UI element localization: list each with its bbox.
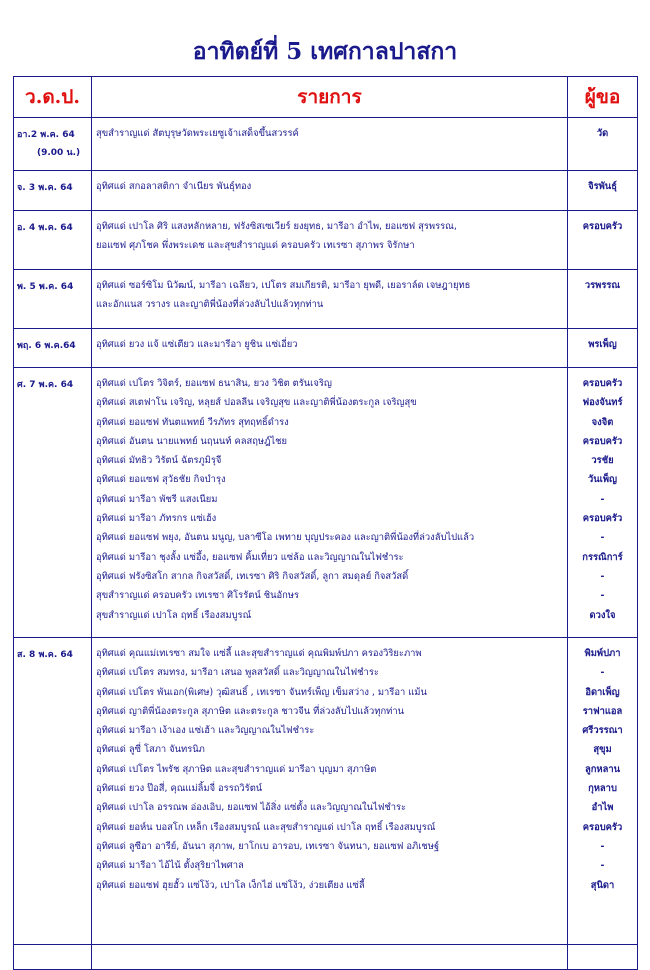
date-cell xyxy=(14,270,92,329)
requester-name: - xyxy=(600,590,605,602)
date-cell xyxy=(14,329,92,368)
requester-name: - xyxy=(600,570,605,582)
date-cell xyxy=(14,171,92,211)
date-cell xyxy=(14,368,92,638)
date-cell xyxy=(14,118,92,171)
intention-line: อุทิศแด่ เปโตร สมทรง, มารีอา เสนอ พูลสวัสดิ์ และวิญญาณในไฟชำระ xyxy=(96,667,379,679)
page-title: อาทิตย์ที่ 5 เทศกาลปาสกา xyxy=(192,38,458,65)
intention-line: อุทิศแด่ สเตฟาโน เจริญ, หลุยส์ ปอลลีน เจริญสุข และญาติพี่น้องตระกูล เจริญสุข xyxy=(96,397,417,409)
table-row xyxy=(14,118,638,171)
requester-name: วันเพ็ญ xyxy=(587,474,618,486)
date-text: อา.2 พ.ค. 64 xyxy=(17,130,75,140)
requester-name: ลูกหลาน xyxy=(584,763,621,775)
empty-table-row xyxy=(14,945,638,970)
requester-cell xyxy=(568,638,638,945)
intention-line: อุทิศแด่ มารีอา เง้าเอง แซ่เฮ้า และวิญญาณในไฟชำระ xyxy=(96,725,315,737)
table-row xyxy=(14,329,638,368)
requester-name: พิมพ์ปภา xyxy=(584,648,621,659)
intention-line: อุทิศแด่ ญาติพี่น้องตระกูล สุภาษิต และตระกูล ชาวจีน ที่ล่วงลับไปแล้วทุกท่าน xyxy=(96,705,405,717)
intention-line: อุทิศแด่ อันตน นายแพทย์ นฤนนท์ คลสฤษฎ์ไชย xyxy=(96,435,287,447)
requester-name: พรเพ็ญ xyxy=(588,339,617,350)
intention-line: อุทิศแด่ เปโตร ไพรัช สุภาษิต และสุขสำราญแด่ มารีอา บุญมา สุภาษิต xyxy=(96,763,377,775)
date-time-text: (9.00 น.) xyxy=(37,148,81,158)
intention-line: อุทิศแด่ ยอแซฟ พยุง, อันตน มนูญ, บลาซีโอ เพทาย บุญประคอง และญาติพี่น้องที่ล่วงลับไปแล้ว xyxy=(96,532,475,544)
requester-name: ฟองจันทร์ xyxy=(582,397,623,409)
intention-line: อุทิศแด่ เปโตร วิจิตร์, ยอแซฟ ธนาสิน, ยวง วิชิต ตรันเจริญ xyxy=(96,378,332,389)
requester-cell xyxy=(568,118,638,171)
table-row xyxy=(14,270,638,329)
requester-cell xyxy=(568,171,638,211)
intention-line: อุทิศแด่ ฟรังซิสโก สากล กิจสวัสดิ์, เทเรซา ศิริ กิจสวัสดิ์, ลูกา สมดุลย์ กิจสวัสดิ์ xyxy=(96,570,409,582)
items-cell xyxy=(92,329,568,368)
requester-name: วรพรรณ xyxy=(584,280,621,291)
intention-line: อุทิศแด่ สกอลาสติกา จำเนียร พันธุ์ทอง xyxy=(96,181,252,192)
requester-name: - xyxy=(600,860,605,872)
requester-name: วรชัย xyxy=(591,455,614,467)
requester-name: ราฟาแอล xyxy=(582,705,623,717)
header-requester: ผู้ขอ xyxy=(568,77,638,118)
intention-line: ยอแซฟ ศุภโชค พึ่งพระเดช และสุขสำราญแด่ ครอบครัว เทเรซา สุภาพร จิรักษา xyxy=(96,240,415,252)
requester-name: วัด xyxy=(596,128,609,139)
date-text: ส. 8 พ.ค. 64 xyxy=(17,650,73,660)
requester-name: - xyxy=(600,493,605,505)
empty-cell xyxy=(92,945,568,970)
table-row xyxy=(14,638,638,945)
requester-name: ศรีวรรณา xyxy=(582,725,623,737)
intention-line: อุทิศแด่ เปโตร พันเอก(พิเศษ) วุฒิสนธิ์ , เทเรซา จันทร์เพ็ญ เข็มสว่าง , มารีอา แม้น xyxy=(96,686,427,698)
intention-line: อุทิศแด่ มารีอา ชุงลั้ง แซ่อึ้ง, ยอแซฟ คิ้มเที่ยว แซ่ล้อ และวิญญาณในไฟชำระ xyxy=(96,551,404,563)
table-row xyxy=(14,211,638,270)
intention-line: อุทิศแด่ มารีอา ไอ้ไน้ ตั้งสุริยาไพศาล xyxy=(96,860,244,872)
intention-line: สุขสำราญแด่ เปาโล ฤทธิ์ เรืองสมบูรณ์ xyxy=(96,609,252,621)
requester-name: ครอบครัว xyxy=(582,378,623,389)
requester-name: จิรพันธุ์ xyxy=(588,181,617,192)
empty-cell xyxy=(14,945,92,970)
table-header-row xyxy=(14,77,638,118)
intention-line: อุทิศแด่ มัทธิว วิรัตน์ ฉัตรภูมิรุจี xyxy=(96,455,222,467)
intention-line: อุทิศแด่ ยวง แจ้ แซ่เตียว และมารีอา ยูชิน แซ่เอี่ยว xyxy=(96,339,298,350)
intention-line: อุทิศแด่ ยวง ป๊อสี่, คุณแม่ลิ้มจี่ อรรถวิรัตน์ xyxy=(96,783,263,795)
requester-name: สุนิดา xyxy=(590,879,615,891)
requester-cell xyxy=(568,368,638,638)
requester-name: กรรณิการ์ xyxy=(582,551,623,563)
requester-name: อิดาเพ็ญ xyxy=(585,686,620,698)
intention-line: อุทิศแด่ ยอแซฟ ฮุยฮั้ว แซ่โง้ว, เปาโล เง็กไฮ่ แซ่โง้ว, ง่วยเตียง แซ่ลี้ xyxy=(96,879,365,891)
intention-line: อุทิศแด่ ยอห์น บอสโก เหล็ก เรืองสมบูรณ์ และสุขสำราญแด่ เปาโล ฤทธิ์ เรืองสมบูรณ์ xyxy=(96,821,436,833)
requester-name: - xyxy=(600,840,605,852)
requester-name: กุหลาบ xyxy=(588,783,617,795)
items-cell xyxy=(92,118,568,171)
date-text: พฤ. 6 พ.ค.64 xyxy=(17,341,76,351)
table-row xyxy=(14,171,638,211)
items-cell xyxy=(92,171,568,211)
intention-line: อุทิศแด่ เปาโล ศิริ แสงหลักหลาย, ฟรังซิสเซเวียร์ ยงยุทธ, มารีอา อำไพ, ยอแซฟ สุรพรรณ, xyxy=(96,221,457,232)
requester-name: - xyxy=(600,532,605,544)
date-text: พ. 5 พ.ค. 64 xyxy=(17,282,74,292)
date-cell xyxy=(14,638,92,945)
date-cell xyxy=(14,211,92,270)
requester-name: ครอบครัว xyxy=(582,435,623,447)
requester-cell xyxy=(568,329,638,368)
items-cell xyxy=(92,638,568,945)
requester-name: ครอบครัว xyxy=(582,221,623,232)
requester-cell xyxy=(568,211,638,270)
intention-line: อุทิศแด่ ยอแซฟ ทันตแพทย์ วีรภัทร สุทฤทธิ์ดำรง xyxy=(96,416,289,428)
date-text: ศ. 7 พ.ค. 64 xyxy=(17,380,74,390)
mass-intentions-table xyxy=(13,76,638,970)
intention-line: สุขสำราญแด่ ครอบครัว เทเรซา ศิโรรัตน์ ชินอักษร xyxy=(96,590,300,602)
header-items: รายการ xyxy=(92,77,568,118)
requester-name: อำไพ xyxy=(591,802,614,814)
requester-name: จงจิต xyxy=(591,416,614,428)
intention-line: สุขสำราญแด่ สัตบุรุษวัดพระเยซูเจ้าเสด็จขึ้นสวรรค์ xyxy=(96,128,299,139)
intention-line: อุทิศแด่ ลูซีอา อารีย์, อันนา สุภาพ, ยาโกเบ อารอบ, เทเรซา จันทนา, ยอแซฟ อภิเชษฐ์ xyxy=(96,840,440,852)
requester-name: ครอบครัว xyxy=(582,821,623,833)
date-text: อ. 4 พ.ค. 64 xyxy=(17,223,73,233)
intention-line: อุทิศแด่ มารีอา พัชรี แสงเนียม xyxy=(96,493,218,505)
intention-line: และอักแนส วรางร และญาติพี่น้องที่ล่วงลับไปแล้วทุกท่าน xyxy=(96,299,324,311)
requester-cell xyxy=(568,270,638,329)
requester-name: - xyxy=(600,667,605,679)
requester-name: สุขุม xyxy=(593,744,612,756)
requester-name: ครอบครัว xyxy=(582,513,623,525)
requester-name: ดวงใจ xyxy=(589,609,616,621)
header-date: ว.ด.ป. xyxy=(14,77,92,118)
items-cell xyxy=(92,368,568,638)
intention-line: อุทิศแด่ เปาโล อรรณพ อ่องเอิบ, ยอแซฟ ไอ้สิ่ง แซ่ตั้ง และวิญญาณในไฟชำระ xyxy=(96,802,407,814)
intention-line: อุทิศแด่ คุณแม่เทเรซา สมใจ แซ่ลี้ และสุขสำราญแด่ คุณพิมพ์ปภา ครองวิริยะภาพ xyxy=(96,648,422,659)
date-text: จ. 3 พ.ค. 64 xyxy=(17,183,73,193)
intention-line: อุทิศแด่ ยอแซฟ สุวัธชัย กิจบำรุง xyxy=(96,474,226,486)
intention-line: อุทิศแด่ ลูซี่ โสภา จันทรนิภ xyxy=(96,744,205,756)
empty-cell xyxy=(568,945,638,970)
items-cell xyxy=(92,211,568,270)
intention-line: อุทิศแด่ ซอร์ซิโม นิวัฒน์, มารีอา เฉลียว, เปโตร สมเกียรติ, มารีอา ยุพดี, เยอราล์ด เจษฎายุทธ xyxy=(96,280,471,291)
items-cell xyxy=(92,270,568,329)
intention-line: อุทิศแด่ มารีอา ภัทรกร แซ่เฮ้ง xyxy=(96,513,217,525)
table-row xyxy=(14,368,638,638)
